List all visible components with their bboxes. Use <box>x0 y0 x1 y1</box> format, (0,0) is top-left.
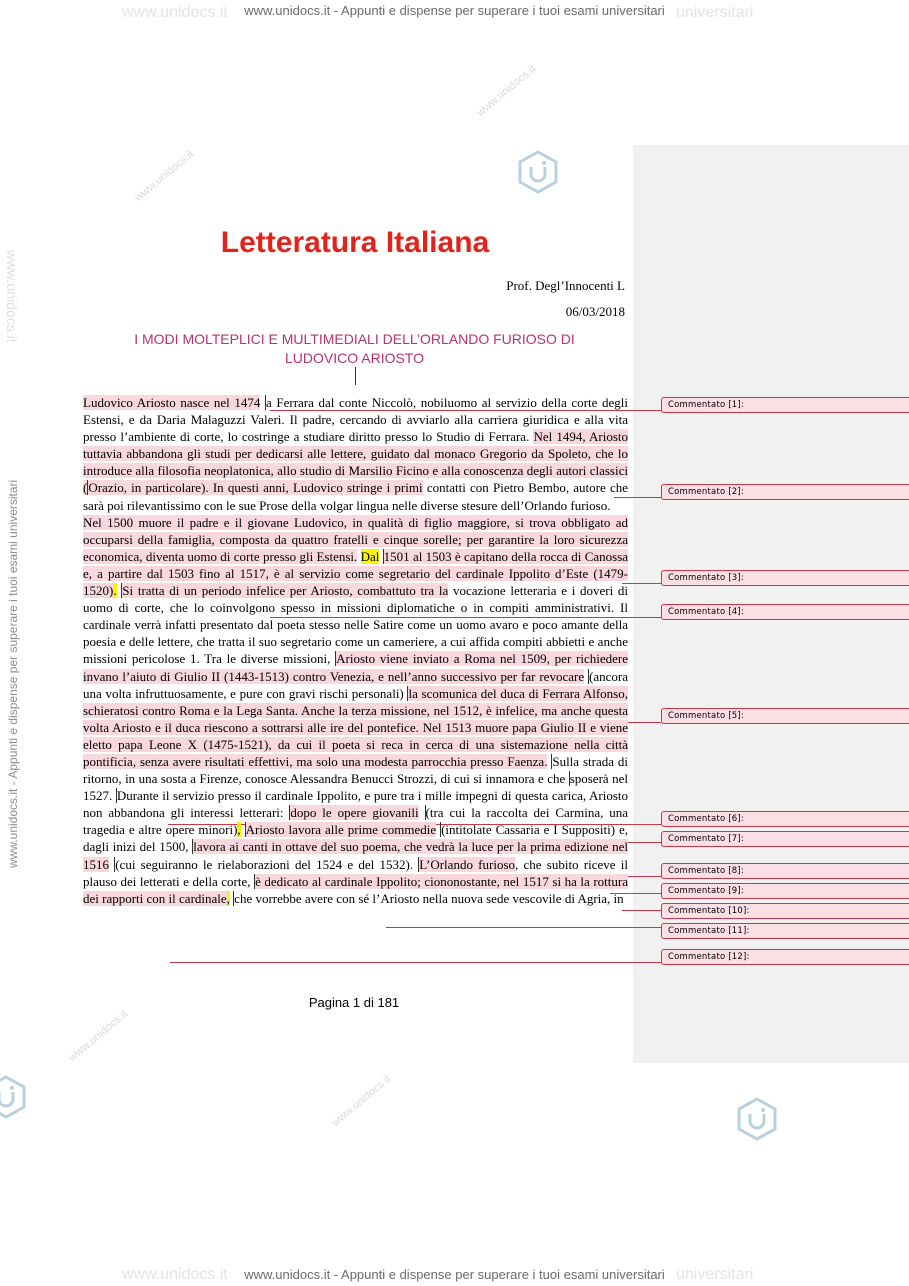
comment-connector <box>386 927 661 928</box>
lesson-title-line: I MODI MOLTEPLICI E MULTIMEDIALI DELL’ORLANDO FURIOSO DI <box>134 331 575 347</box>
body-text-span: contatti con Pietro Bembo, autore che sarà poi rilevantissimo con le sue Prose della volgar lingua nelle diverse stesure dell’Orlando furioso. <box>83 480 629 513</box>
text-cursor <box>355 367 356 385</box>
commented-text[interactable]: Nel 1494, Ariosto tuttavia abbandona gli studi per dedicarsi alle lettere, guidato dal monaco Gregorio da Spoleto, che lo introduce alla filosofia neoplatonica, allo studio di Marsilio Ficino e alla conoscenza degli autori classici ( <box>83 429 629 496</box>
comment-connector <box>622 910 661 911</box>
commented-text[interactable]: Si tratta di un periodo infelice per Ariosto, combattuto tra la <box>122 583 449 599</box>
body-text-span: , che subito riceve il plauso dei letterati e della corte, <box>83 856 628 889</box>
comment-balloon-3[interactable]: Commentato [3]: <box>661 570 909 586</box>
lesson-date: 06/03/2018 <box>565 304 625 319</box>
commented-text[interactable]: Dal <box>360 548 380 564</box>
paragraph <box>83 394 628 514</box>
professor-name: Prof. Degl’Innocenti L <box>506 278 625 293</box>
comment-balloon-2[interactable]: Commentato [2]: <box>661 484 909 500</box>
commented-text[interactable]: Ariosto lavora alle prime commedie <box>245 822 437 838</box>
body-text-span: che vorrebbe avere con sé l’Ariosto nella nuova sede vescovile di Agria, in <box>234 890 624 906</box>
body-text-span: (tra cui la raccolta dei Carmina, una tragedia e altre opere minori) <box>83 805 629 838</box>
body-text-span: a Ferrara dal conte Niccolò, nobiluomo al servizio della corte degli Estensi, e da Daria Malaguzzi Valeri. Il padre, cercando di avviarlo alla carriera giuridica e alla vita presso l’ambiente di corte, lo costringe a studiare diritto presso lo Studio di Ferrara. <box>83 395 629 445</box>
paragraph <box>83 514 628 907</box>
comment-balloon-12[interactable]: Commentato [12]: <box>661 949 909 965</box>
comment-balloon-10[interactable]: Commentato [10]: <box>661 903 909 919</box>
watermark-bottom: www.unidocs.it - Appunti e dispense per superare i tuoi esami universitari <box>244 1267 665 1282</box>
body-text-span: Sulla strada di ritorno, in una sosta a Firenze, conosce Alessandra Benucci Strozzi, di cui si innamora e che <box>83 753 628 787</box>
comment-balloon-1[interactable]: Commentato [1]: <box>661 397 909 413</box>
comment-balloon-7[interactable]: Commentato [7]: <box>661 831 909 847</box>
watermark-ghost-bottom-left: www.unidocs.it <box>122 1266 228 1283</box>
lesson-title-line: LUDOVICO ARIOSTO <box>285 350 424 366</box>
commented-text[interactable]: Orazio, in particolare). In questi anni, Ludovico stringe i primi <box>88 480 423 496</box>
commented-text[interactable]: 1501 al 1503 è capitano della rocca di Canossa e, a partire dal 1503 fino al 1517, è al servizio come segretario del cardinale Ippolito d’Este (1479-1520) <box>83 548 629 599</box>
watermark-side-left-fragment: www.unidocs.it <box>4 250 20 343</box>
body-text-span: Durante il servizio presso il cardinale Ippolito, e pure tra i mille impegni di questa carica, Ariosto non abbandona gli interessi letterari: <box>83 788 629 821</box>
body-text-span: (ancora una volta infruttuosamente, e pure con gravi rischi personali) <box>83 668 629 701</box>
comment-balloon-11[interactable]: Commentato [11]: <box>661 923 909 939</box>
commented-text[interactable]: , <box>226 890 230 906</box>
document-title: Letteratura Italiana <box>220 226 490 259</box>
commented-text[interactable]: Ludovico Ariosto nasce nel 1474 <box>83 395 261 410</box>
watermark-ghost-top-right: universitari <box>676 4 754 21</box>
unidocs-logo-icon <box>0 1075 28 1119</box>
watermark-ghost-top-left: www.unidocs.it <box>122 4 228 21</box>
commented-text[interactable]: L’Orlando furioso <box>419 856 516 872</box>
commented-text[interactable]: lavora ai canti in ottave del suo poema, che vedrà la luce per la prima edizione nel 1516 <box>83 839 629 872</box>
unidocs-logo-icon <box>735 1097 779 1141</box>
watermark-ghost-bottom-right: universitari <box>676 1266 754 1283</box>
comment-balloon-4[interactable]: Commentato [4]: <box>661 604 909 620</box>
comment-balloon-6[interactable]: Commentato [6]: <box>661 811 909 827</box>
commented-text[interactable]: Nel 1500 muore il padre e il giovane Ludovico, in qualità di figlio maggiore, si trova obbligato ad occuparsi della famiglia, composta da quattro fratelli e cinque sorelle; per garantire la loro sicurezza economica, diventa uomo di corte presso gli Estensi. <box>83 514 628 564</box>
body-text-span: (intitolate Cassaria e I Suppositi) e, dagli inizi del 1500, <box>83 822 629 855</box>
watermark-top: www.unidocs.it - Appunti e dispense per superare i tuoi esami universitari <box>244 3 665 18</box>
watermark-diagonal: www.unidocs.it <box>329 1073 394 1129</box>
watermark-side-left: www.unidocs.it - Appunti e dispense per superare i tuoi esami universitari <box>6 479 20 868</box>
commented-text[interactable]: la scomunica del duca di Ferrara Alfonso, schieratosi contro Roma e la Lega Santa. Anche la terza missione, nel 1512, è infelice, ma anche questa volta Ariosto e il duca riescono a sottrarsi alle ire del pontefice. Nel 1513 muore papa Giulio II e viene eletto papa Leone X (1475-1521), da cui il poeta si reca in cerca di una sistemazione nella città pontificia, senza avere risultati effettivi, ma solo una modesta parrocchia presso Faenza. <box>83 685 628 769</box>
watermark-diagonal: www.unidocs.it <box>66 1008 131 1064</box>
body-text-span: vocazione letteraria e i doveri di uomo di corte, che lo coinvolgono spesso in missioni diplomatiche o in compiti amministrativi. Il cardinale verrà infatti presentato dal poeta stesso nelle Satire come un uomo avaro e poco amante della poesia e delle lettere, che tratta il suo segretario come un cameriere, a cui affida compiti abbietti e anche missioni pericolose 1. Tra le diverse missioni, <box>83 583 629 667</box>
comment-balloon-5[interactable]: Commentato [5]: <box>661 708 909 724</box>
body-text-span: sposerà nel 1527. <box>83 771 628 804</box>
commented-text[interactable]: è dedicato al cardinale Ippolito; ciononostante, nel 1517 si ha la rottura dei rapporti con il cardinale <box>83 873 628 906</box>
watermark-diagonal: www.unidocs.it <box>474 63 539 119</box>
comment-balloon-8[interactable]: Commentato [8]: <box>661 863 909 879</box>
commented-text[interactable]: . <box>113 583 117 599</box>
commented-text[interactable]: dopo le opere giovanili <box>290 805 419 821</box>
watermark-diagonal: www.unidocs.it <box>132 148 197 204</box>
page-number: Pagina 1 di 181 <box>308 995 400 1010</box>
lesson-title <box>82 330 627 368</box>
document-body[interactable] <box>83 394 628 907</box>
comment-balloon-9[interactable]: Commentato [9]: <box>661 883 909 899</box>
comment-connector <box>170 962 661 963</box>
commented-text[interactable]: Ariosto viene inviato a Roma nel 1509, per richiedere invano l’aiuto di Giulio II (1443-1513) contro Venezia, e nell’anno successivo per far revocare <box>83 651 629 684</box>
commented-text[interactable]: , <box>237 822 241 838</box>
body-text-span: (cui seguiranno le rielaborazioni del 1524 e del 1532). <box>115 856 414 872</box>
unidocs-logo-icon <box>516 150 560 194</box>
